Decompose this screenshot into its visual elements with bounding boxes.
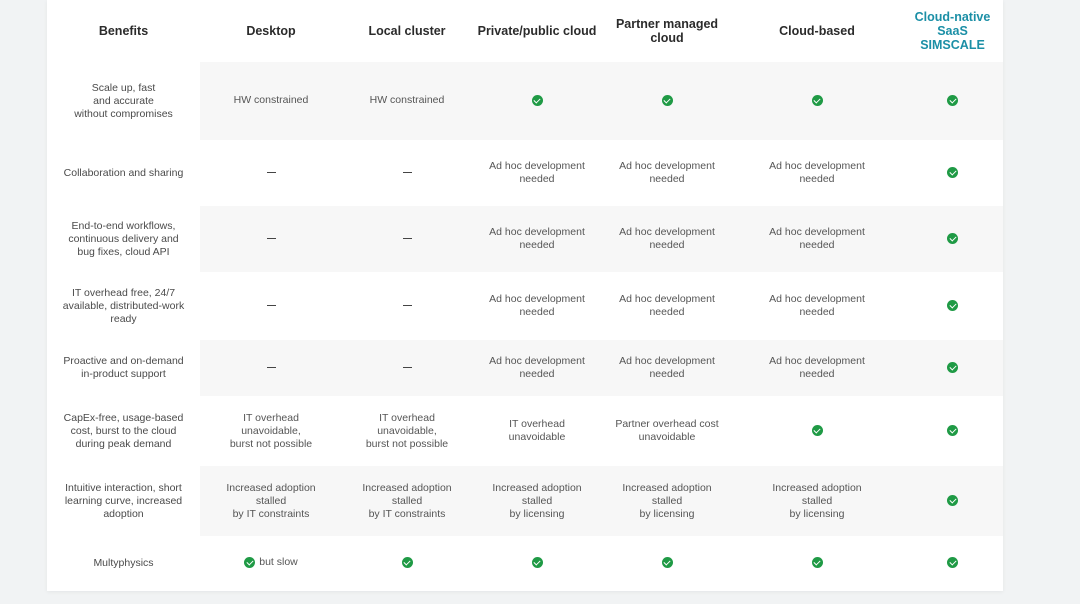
cell-text: Ad hoc development needed [769, 160, 865, 185]
cell-private-public-cloud [472, 396, 602, 466]
cell-cloud-based [732, 340, 902, 396]
check-circle-icon [662, 95, 673, 106]
benefit-cell: Collaboration and sharing [63, 166, 184, 179]
cell-partner-managed-cloud [602, 272, 732, 340]
cell-text: Increased adoption stalled by licensing [772, 481, 862, 520]
cell-simscale [902, 272, 1003, 340]
table-row [47, 140, 1003, 206]
cell-text: Ad hoc development needed [769, 226, 865, 251]
cell-partner-managed-cloud [602, 396, 732, 466]
header-partner-managed-cloud: Partner managed cloud [615, 17, 719, 45]
benefit-cell: Multyphysics [93, 556, 154, 569]
benefit-cell: IT overhead free, 24/7 available, distributed-work ready [62, 286, 185, 325]
cell-private-public-cloud [472, 536, 602, 590]
check-circle-icon [947, 300, 958, 311]
header-benefits: Benefits [98, 24, 149, 38]
table-body [47, 62, 1003, 590]
cell-cloud-based [732, 206, 902, 272]
cell-partner-managed-cloud [602, 62, 732, 140]
cell-text: HW constrained [233, 94, 309, 107]
cell-text: IT overhead unavoidable, burst not possible [229, 411, 313, 450]
comparison-card [47, 0, 1003, 591]
cell-simscale [902, 396, 1003, 466]
cell-local-cluster [342, 140, 472, 206]
check-circle-icon [812, 557, 823, 568]
cell-cloud-based [732, 272, 902, 340]
cell-text: HW constrained [369, 94, 445, 107]
benefit-cell: End-to-end workflows, continuous delivery and bug fixes, cloud API [68, 219, 179, 258]
benefit-cell: Scale up, fast and accurate without compromises [74, 81, 173, 120]
cell-text: Increased adoption stalled by IT constraints [226, 481, 316, 520]
cell-text: Ad hoc development needed [619, 160, 715, 185]
cell-note: but slow [259, 556, 298, 569]
cell-simscale [902, 140, 1003, 206]
table-row [47, 536, 1003, 590]
check-circle-icon [947, 425, 958, 436]
cell-cloud-based [732, 396, 902, 466]
benefit-cell: Proactive and on-demand in-product support [63, 355, 184, 380]
cell-partner-managed-cloud [602, 140, 732, 206]
check-circle-icon [812, 95, 823, 106]
cell-simscale [902, 466, 1003, 536]
dash-icon [267, 238, 276, 240]
cell-local-cluster [342, 62, 472, 140]
cell-text: Ad hoc development needed [489, 226, 585, 251]
cell-partner-managed-cloud [602, 536, 732, 590]
check-circle-icon [812, 425, 823, 436]
check-circle-icon [532, 557, 543, 568]
cell-text: Ad hoc development needed [489, 293, 585, 318]
dash-icon [267, 367, 276, 369]
check-circle-icon [244, 557, 255, 568]
cell-partner-managed-cloud [602, 340, 732, 396]
check-circle-icon [947, 167, 958, 178]
table-row [47, 466, 1003, 536]
cell-private-public-cloud [472, 140, 602, 206]
cell-desktop [200, 140, 342, 206]
cell-cloud-based [732, 62, 902, 140]
cell-local-cluster [342, 340, 472, 396]
cell-private-public-cloud [472, 340, 602, 396]
table-row [47, 272, 1003, 340]
cell-text: Ad hoc development needed [619, 226, 715, 251]
cell-desktop [200, 62, 342, 140]
benefit-cell: Intuitive interaction, short learning curve, increased adoption [64, 481, 183, 520]
cell-text: Ad hoc development needed [489, 160, 585, 185]
header-simscale: Cloud-native SaaS SIMSCALE [914, 10, 991, 52]
cell-desktop [200, 272, 342, 340]
cell-cloud-based [732, 140, 902, 206]
cell-desktop [200, 206, 342, 272]
cell-text: Partner overhead cost unavoidable [615, 418, 719, 443]
dash-icon [403, 367, 412, 369]
dash-icon [267, 172, 276, 174]
cell-text: Ad hoc development needed [619, 355, 715, 380]
cell-private-public-cloud [472, 272, 602, 340]
cell-text: Ad hoc development needed [769, 293, 865, 318]
dash-icon [403, 305, 412, 307]
cell-text: Ad hoc development needed [619, 293, 715, 318]
check-circle-icon [947, 495, 958, 506]
cell-text: Increased adoption stalled by IT constraints [362, 481, 452, 520]
cell-desktop [200, 466, 342, 536]
benefit-cell: CapEx-free, usage-based cost, burst to the cloud during peak demand [63, 411, 184, 450]
cell-cloud-based [732, 466, 902, 536]
cell-partner-managed-cloud [602, 206, 732, 272]
cell-local-cluster [342, 272, 472, 340]
cell-text: Increased adoption stalled by licensing [492, 481, 582, 520]
header-private-public-cloud: Private/public cloud [477, 24, 597, 38]
dash-icon [267, 305, 276, 307]
cell-partner-managed-cloud [602, 466, 732, 536]
check-circle-icon [402, 557, 413, 568]
table-row [47, 396, 1003, 466]
table-row [47, 340, 1003, 396]
cell-simscale [902, 340, 1003, 396]
cell-desktop [200, 536, 342, 590]
check-circle-icon [662, 557, 673, 568]
cell-simscale [902, 62, 1003, 140]
header-cloud-based: Cloud-based [779, 24, 855, 38]
table-row [47, 62, 1003, 140]
cell-desktop [200, 340, 342, 396]
cell-simscale [902, 536, 1003, 590]
cell-text: Increased adoption stalled by licensing [622, 481, 712, 520]
table-row [47, 206, 1003, 272]
header-row [47, 0, 1003, 62]
cell-local-cluster [342, 206, 472, 272]
check-circle-icon [947, 233, 958, 244]
check-circle-icon [947, 557, 958, 568]
cell-private-public-cloud [472, 466, 602, 536]
cell-text: IT overhead unavoidable, burst not possible [365, 411, 449, 450]
comparison-table [47, 0, 1003, 590]
cell-local-cluster [342, 536, 472, 590]
cell-cloud-based [732, 536, 902, 590]
dash-icon [403, 238, 412, 240]
cell-local-cluster [342, 466, 472, 536]
cell-desktop [200, 396, 342, 466]
check-circle-icon [947, 362, 958, 373]
cell-text: Ad hoc development needed [769, 355, 865, 380]
check-circle-icon [947, 95, 958, 106]
dash-icon [403, 172, 412, 174]
cell-local-cluster [342, 396, 472, 466]
check-with-note [244, 557, 298, 569]
header-desktop: Desktop [246, 24, 296, 38]
header-local-cluster: Local cluster [368, 24, 446, 38]
cell-simscale [902, 206, 1003, 272]
cell-private-public-cloud [472, 62, 602, 140]
cell-private-public-cloud [472, 206, 602, 272]
cell-text: IT overhead unavoidable [508, 418, 566, 443]
check-circle-icon [532, 95, 543, 106]
cell-text: Ad hoc development needed [489, 355, 585, 380]
